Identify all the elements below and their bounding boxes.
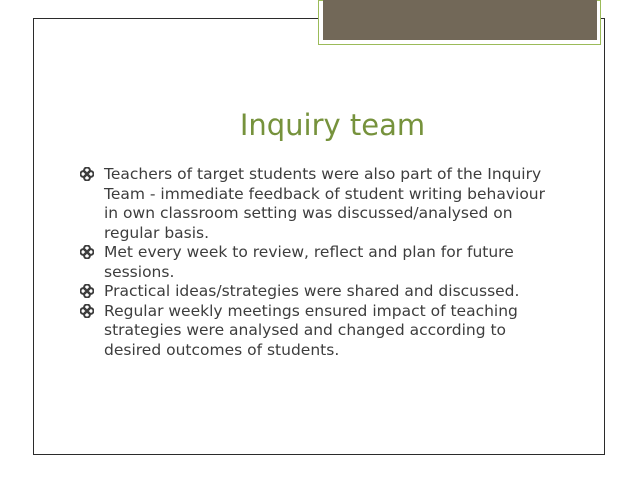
corner-decoration-fill <box>323 0 597 40</box>
bullet-item <box>80 165 550 243</box>
bullet-text: Teachers of target students were also part of the Inquiry Team - immediate feedback of student writing behaviour in own classroom setting was discussed/analysed on regular basis. <box>104 165 546 242</box>
flower-bullet-icon <box>80 284 94 298</box>
bullet-item <box>80 282 550 302</box>
flower-bullet-icon <box>80 167 94 181</box>
flower-bullet-icon <box>80 245 94 259</box>
bullet-text: Met every week to review, reflect and plan for future sessions. <box>104 243 514 281</box>
bullet-text: Practical ideas/strategies were shared and discussed. <box>104 282 520 300</box>
bullet-item <box>80 243 550 282</box>
slide-title: Inquiry team <box>239 108 426 142</box>
flower-bullet-icon <box>80 304 94 318</box>
bullet-item <box>80 302 550 361</box>
bullet-list <box>80 165 550 360</box>
bullet-text: Regular weekly meetings ensured impact of teaching strategies were analysed and changed according to desired outcomes of students. <box>104 301 518 359</box>
